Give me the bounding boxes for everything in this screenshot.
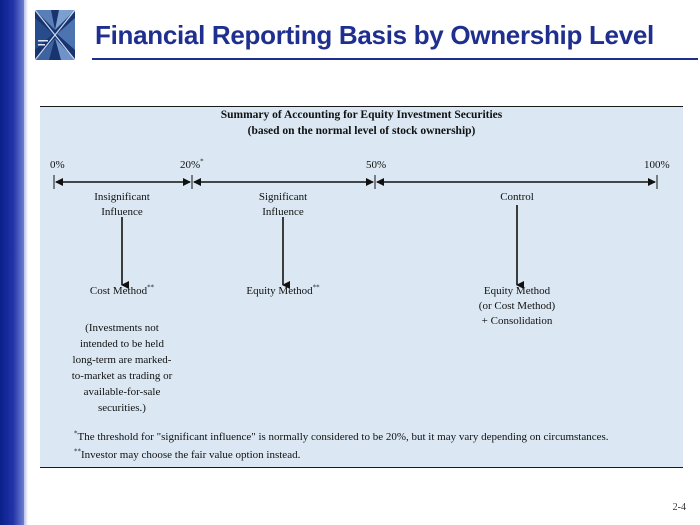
footnote-fair-value-text: Investor may choose the fair value option instead. [81,449,301,461]
zone-control-line1: Control [500,191,534,203]
footnote-threshold-marker: * [74,429,78,438]
zone-label-insignificant [72,190,172,220]
panel-title-line1: Summary of Accounting for Equity Investment Securities [220,109,503,121]
method-control [452,284,582,329]
method-cost-text: Cost Method [89,285,148,297]
zone-insignificant-line1: Insignificant [94,191,150,203]
title-underline [92,58,698,60]
cost-note-line5: available-for-sale [83,386,161,398]
percent-label-100: 100% [644,159,670,171]
percent-label-20-marker: * [200,157,204,166]
logo-icon [35,10,75,60]
cost-note-line6: securities.) [98,402,146,414]
method-control-line2: (or Cost Method) [478,300,556,312]
zone-label-control [467,190,567,205]
zone-label-significant [233,190,333,220]
cost-note-line3: long-term are marked- [72,354,172,366]
footnote-fair-value-marker: ** [74,447,81,456]
footnote-fair-value [74,449,300,461]
method-equity-marker: ** [312,283,320,292]
slide-title: Financial Reporting Basis by Ownership Level [95,20,654,50]
method-cost-marker: ** [147,283,155,292]
method-equity-text: Equity Method [246,285,313,297]
zone-insignificant-line2: Influence [101,206,143,218]
panel-title-line2: (based on the normal level of stock ownership) [247,125,476,137]
percent-label-50: 50% [366,159,387,171]
summary-panel [40,106,683,468]
footnote-threshold-text: The threshold for "significant influence" is normally considered to be 20%, but it may vary depending on circumstances. [77,431,609,443]
cost-method-note [57,320,187,416]
method-cost [62,284,182,299]
method-equity [223,284,343,299]
footnote-threshold [74,431,609,443]
percent-label-20-text: 20% [180,159,201,171]
zone-significant-line2: Influence [262,206,304,218]
zone-significant-line1: Significant [258,191,308,203]
percent-label-0: 0% [50,159,65,171]
cost-note-line1: (Investments not [85,322,159,334]
cost-note-line4: to-market as trading or [71,370,173,382]
left-accent-bar [0,0,24,525]
left-accent-gradient [24,0,28,525]
method-control-line3: + Consolidation [481,315,553,327]
method-control-line1: Equity Method [483,285,551,297]
cost-note-line2: intended to be held [79,338,164,350]
page-number: 2-4 [672,502,686,513]
